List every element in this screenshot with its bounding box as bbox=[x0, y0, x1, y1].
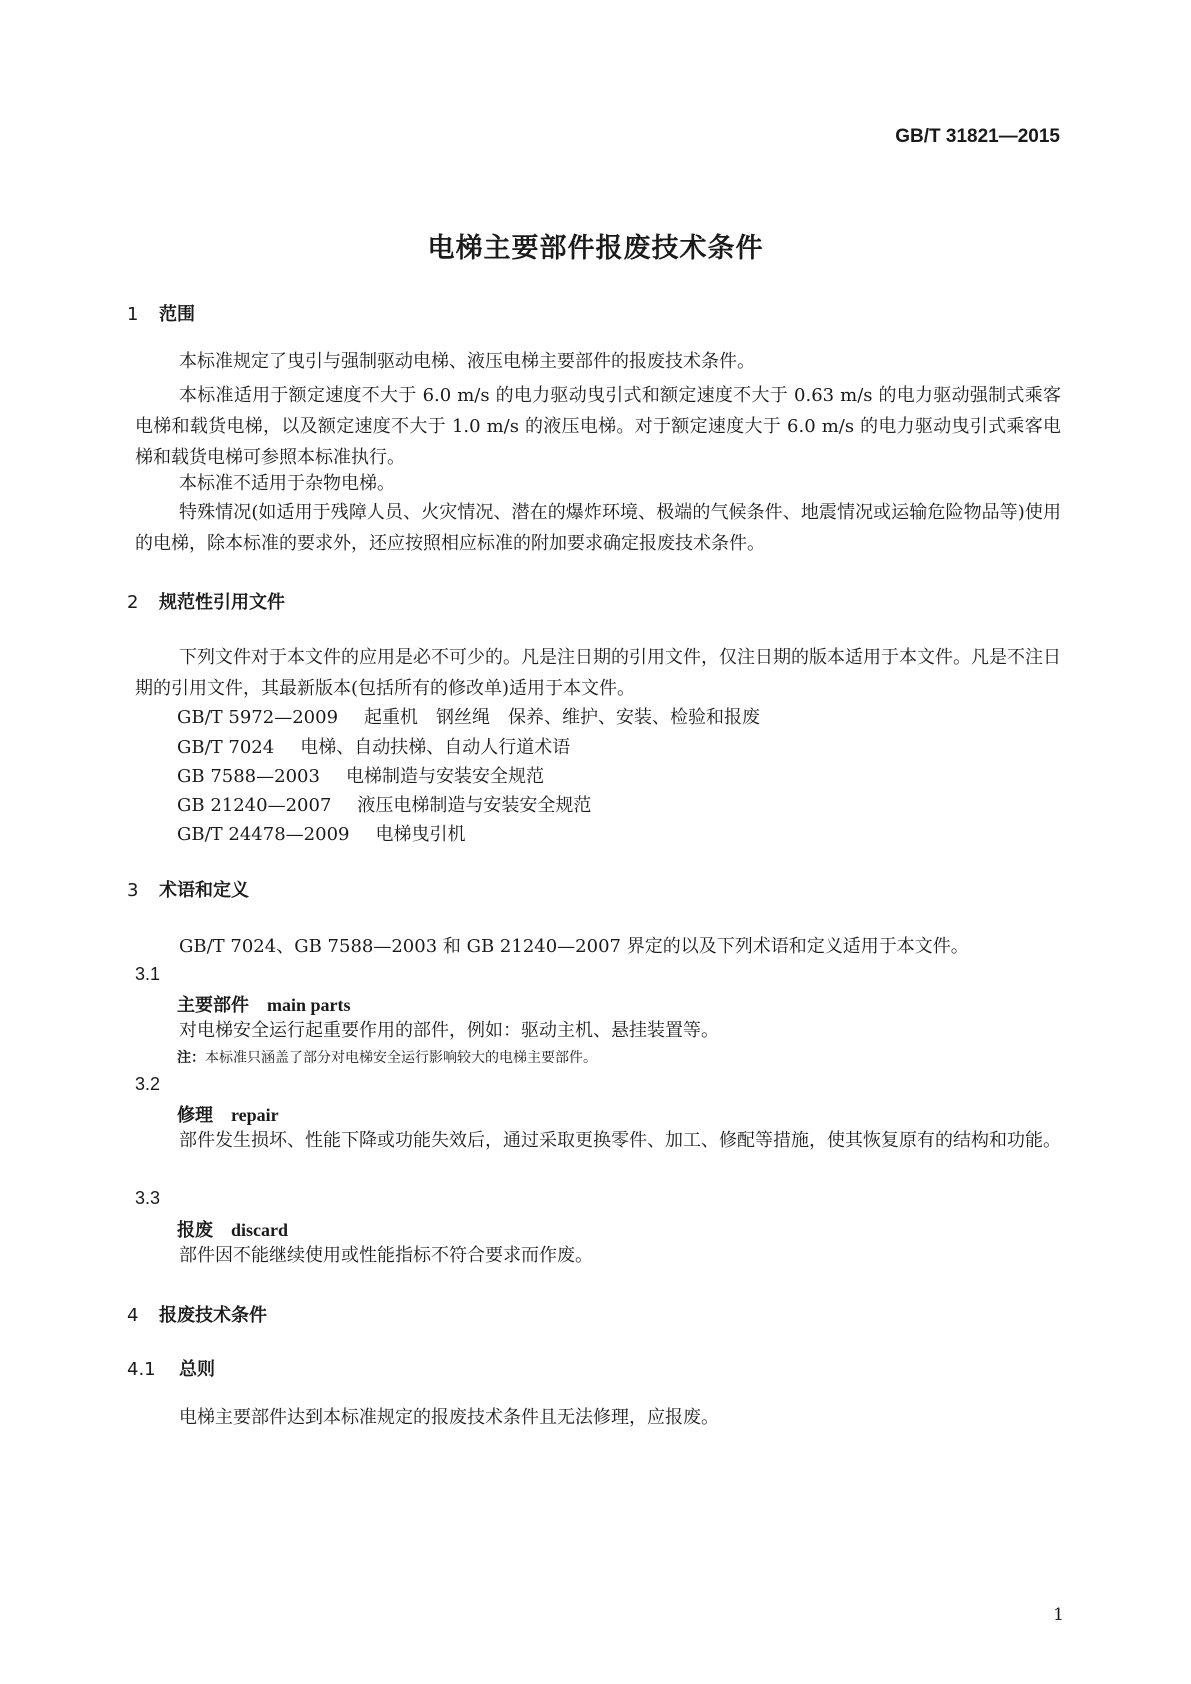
reference-code: GB/T 24478—2009 bbox=[177, 824, 350, 845]
section-heading-normative-references bbox=[127, 588, 285, 614]
section-title: 范围 bbox=[159, 304, 195, 325]
paragraph: 本标准规定了曳引与强制驱动电梯、液压电梯主要部件的报废技术条件。 bbox=[179, 351, 755, 372]
paragraph: GB/T 7024、GB 7588—2003 和 GB 21240—2007 界定的以及下列术语和定义适用于本文件。 bbox=[179, 936, 969, 957]
term-heading bbox=[177, 1101, 279, 1127]
paragraph: 电梯主要部件达到本标准规定的报废技术条件且无法修理，应报废。 bbox=[179, 1407, 719, 1428]
term-number: 3.3 bbox=[135, 1188, 161, 1208]
paragraph: 本标准适用于额定速度不大于 6.0 m/s 的电力驱动曳引式和额定速度不大于 0.63 m/s 的电力驱动强制式乘客电梯和载货电梯，以及额定速度不大于 1.0 m/s 的液压电梯。对于额定速度大于 6.0 m/s 的电力驱动曳引式乘客电梯和载货电梯可参照本标准执行。 bbox=[135, 385, 1061, 468]
term-note bbox=[177, 1047, 597, 1067]
note-label: 注： bbox=[177, 1050, 205, 1066]
term-number: 3.1 bbox=[135, 964, 161, 984]
reference-title: 起重机 钢丝绳 保养、维护、安装、检验和报废 bbox=[364, 707, 761, 728]
section-heading-terms-definitions bbox=[127, 876, 249, 902]
section-title: 规范性引用文件 bbox=[159, 592, 285, 613]
reference-item bbox=[177, 703, 760, 729]
section-number: 3 bbox=[127, 880, 139, 901]
term-definition: 对电梯安全运行起重要作用的部件，例如：驱动主机、悬挂装置等。 bbox=[179, 1020, 719, 1041]
term-number: 3.2 bbox=[135, 1074, 161, 1094]
term-heading bbox=[177, 991, 351, 1017]
term-chinese: 报废 bbox=[177, 1220, 213, 1241]
term-chinese: 主要部件 bbox=[177, 995, 249, 1016]
reference-code: GB/T 7024 bbox=[177, 737, 275, 758]
section-title: 报废技术条件 bbox=[159, 1305, 267, 1326]
reference-code: GB/T 5972—2009 bbox=[177, 707, 339, 728]
paragraph: 本标准不适用于杂物电梯。 bbox=[179, 473, 395, 494]
reference-item bbox=[177, 820, 465, 846]
page-number: 1 bbox=[1053, 1605, 1064, 1625]
subsection-heading-general bbox=[127, 1355, 215, 1381]
reference-title: 液压电梯制造与安装安全规范 bbox=[357, 795, 592, 816]
reference-code: GB 7588—2003 bbox=[177, 766, 320, 787]
standard-code: GB/T 31821—2015 bbox=[895, 126, 1060, 147]
section-title: 术语和定义 bbox=[159, 880, 249, 901]
term-definition: 部件发生损坏、性能下降或功能失效后，通过采取更换零件、加工、修配等措施，使其恢复原有的结构和功能。 bbox=[179, 1130, 1061, 1151]
term-english: repair bbox=[231, 1105, 279, 1125]
section-heading-scope bbox=[127, 300, 195, 326]
term-heading bbox=[177, 1216, 288, 1242]
section-number: 4 bbox=[127, 1305, 139, 1326]
reference-item bbox=[177, 791, 591, 817]
section-number: 2 bbox=[127, 592, 139, 613]
subsection-title: 总则 bbox=[179, 1359, 215, 1380]
reference-title: 电梯制造与安装安全规范 bbox=[345, 766, 544, 787]
reference-title: 电梯、自动扶梯、自动人行道术语 bbox=[300, 737, 571, 758]
paragraph: 特殊情况(如适用于残障人员、火灾情况、潜在的爆炸环境、极端的气候条件、地震情况或运输危险物品等)使用的电梯，除本标准的要求外，还应按照相应标准的附加要求确定报废技术条件。 bbox=[135, 502, 1061, 554]
term-english: main parts bbox=[267, 995, 351, 1015]
document-title: 电梯主要部件报废技术条件 bbox=[427, 233, 764, 264]
term-chinese: 修理 bbox=[177, 1105, 213, 1126]
term-definition: 部件因不能继续使用或性能指标不符合要求而作废。 bbox=[179, 1245, 593, 1266]
term-english: discard bbox=[231, 1220, 289, 1240]
note-text: 本标准只涵盖了部分对电梯安全运行影响较大的电梯主要部件。 bbox=[205, 1050, 597, 1066]
reference-item bbox=[177, 733, 570, 759]
section-heading-discard-conditions bbox=[127, 1301, 267, 1327]
subsection-number: 4.1 bbox=[127, 1359, 156, 1380]
reference-title: 电梯曳引机 bbox=[375, 824, 466, 845]
reference-code: GB 21240—2007 bbox=[177, 795, 332, 816]
reference-item bbox=[177, 762, 544, 788]
paragraph: 下列文件对于本文件的应用是必不可少的。凡是注日期的引用文件，仅注日期的版本适用于本文件。凡是不注日期的引用文件，其最新版本(包括所有的修改单)适用于本文件。 bbox=[135, 647, 1061, 699]
section-number: 1 bbox=[127, 304, 139, 325]
